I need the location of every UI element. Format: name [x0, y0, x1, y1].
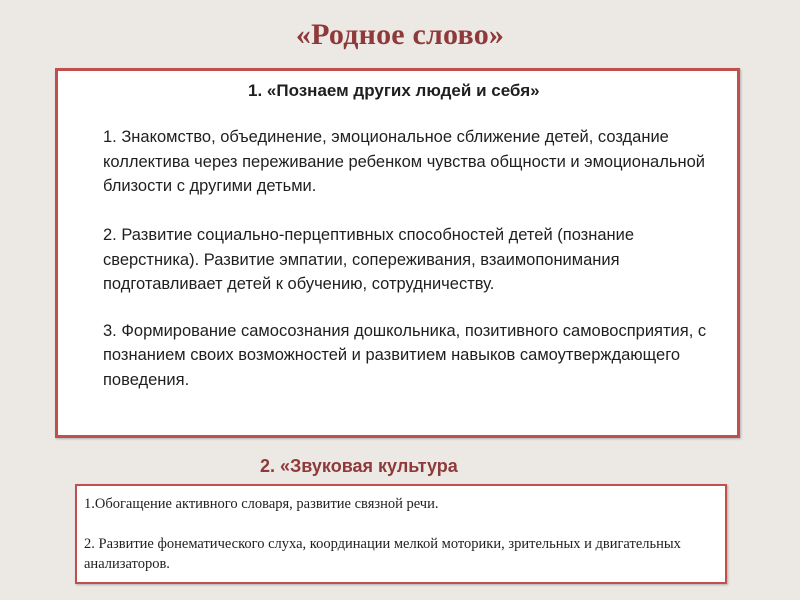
section1-text: [103, 125, 713, 392]
section1-heading: 1. «Познаем других людей и себя»: [248, 81, 540, 100]
slide-title: «Родное слово»: [295, 18, 505, 51]
section2-box: [75, 484, 727, 584]
section2-item-2: 2. Развитие фонематического слуха, координации мелкой моторики, зрительных и двигательных анализаторов.: [84, 536, 681, 572]
section2-heading: 2. «Звуковая культура: [260, 456, 458, 476]
section1-item-3: 3. Формирование самосознания дошкольника, позитивного самовосприятия, с познанием своих возможностей и развитием навыков самоутверждающего поведения.: [103, 321, 707, 389]
section1-item-1: 1. Знакомство, объединение, эмоциональное сближение детей, создание коллектива через переживание ребенком чувства общности и эмоциональной близости с другими детьми.: [103, 128, 705, 195]
section2-item-1: 1.Обогащение активного словаря, развитие связной речи.: [84, 496, 439, 512]
section1-item-2: 2. Развитие социально-перцептивных способностей детей (познание сверстника). Развитие эмпатии, сопереживания, взаимопонимания подготавливает детей к обучению, сотрудничеству.: [103, 226, 635, 293]
section1-box: [55, 68, 740, 438]
